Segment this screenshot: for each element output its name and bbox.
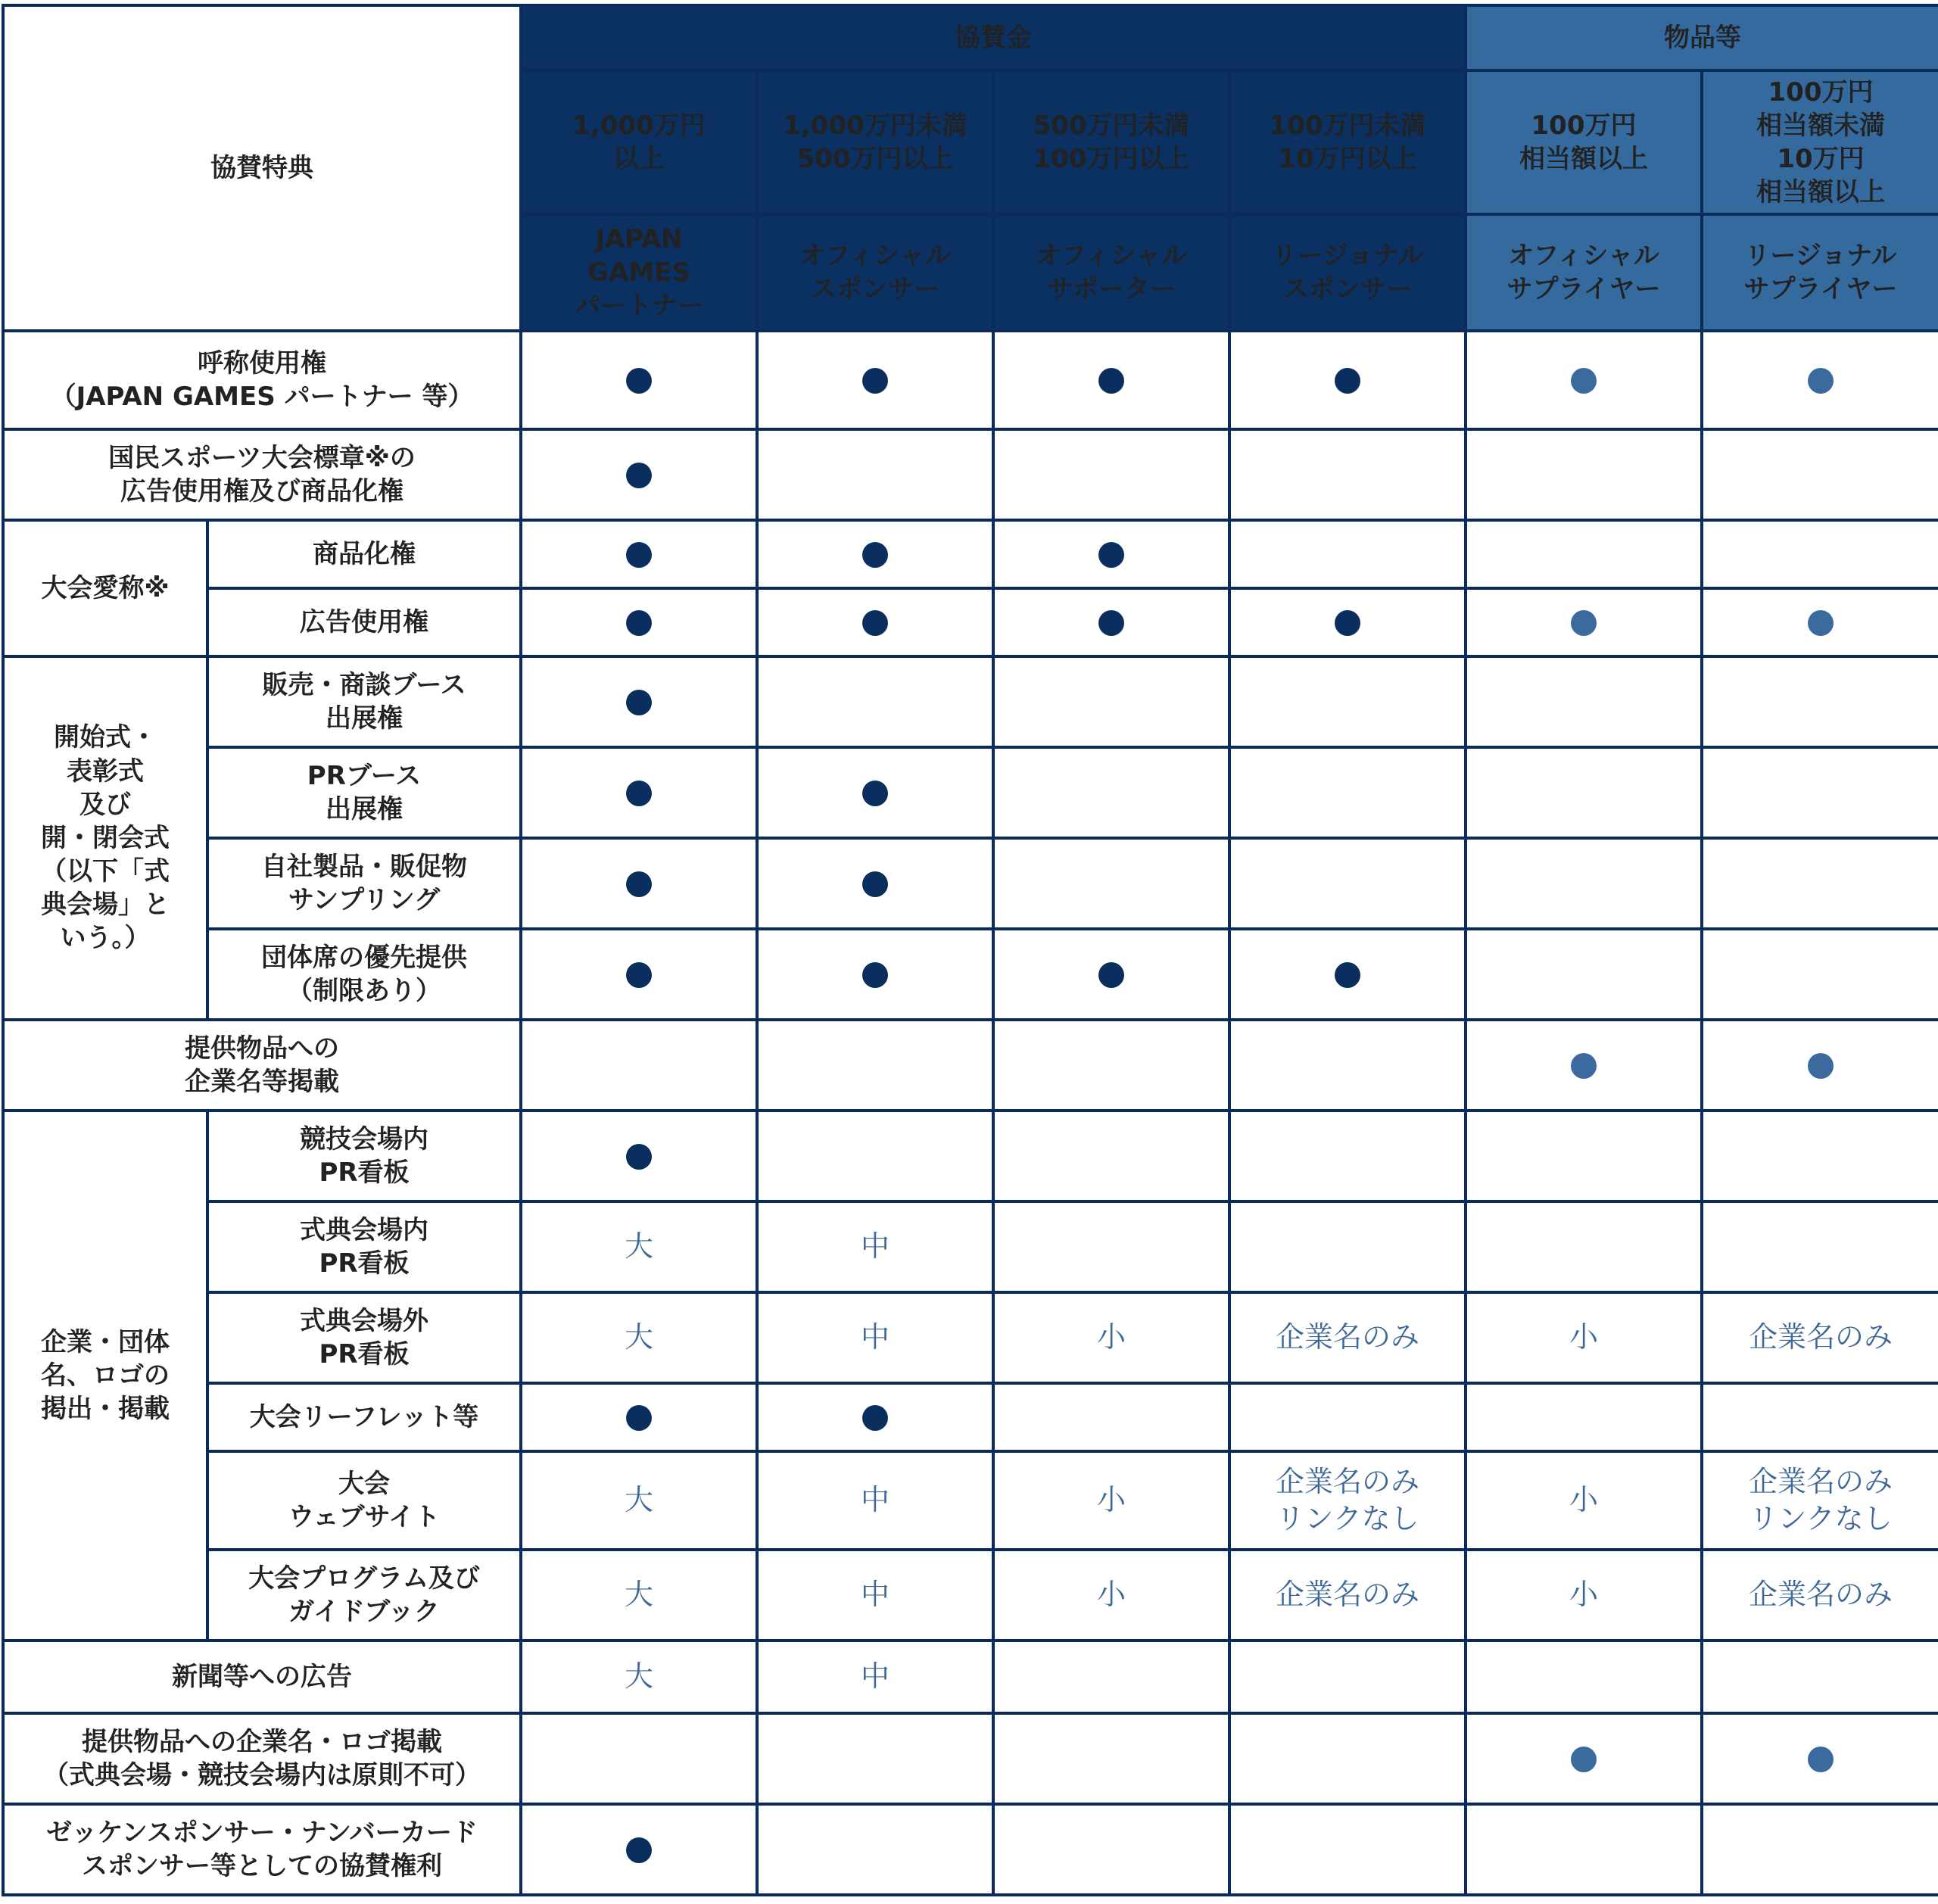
benefit-cell (757, 1550, 993, 1641)
benefit-cell (521, 1641, 757, 1713)
benefit-cell (1229, 1292, 1466, 1383)
benefit-label: 呼称使用権 （JAPAN GAMES パートナー 等） (3, 331, 521, 429)
benefit-cell (1702, 1201, 1938, 1292)
benefit-cell (757, 1641, 993, 1713)
benefit-cell (521, 747, 757, 838)
benefit-cell (757, 838, 993, 929)
included-dot-icon (1098, 610, 1124, 636)
group-label: 企業・団体 名、ロゴの 掲出・掲載 (3, 1111, 207, 1641)
benefit-cell (757, 520, 993, 588)
amount-header: 500万円未満 100万円以上 (993, 70, 1229, 214)
benefit-cell (1466, 747, 1702, 838)
included-dot-icon (1098, 962, 1124, 988)
benefit-cell (1229, 1713, 1466, 1804)
benefit-level-text: 中 (860, 1483, 890, 1517)
table-row (3, 588, 1938, 656)
benefit-cell (521, 1804, 757, 1895)
benefit-level-text: 大 (624, 1229, 653, 1264)
included-dot-icon (626, 781, 652, 806)
included-dot-icon (1808, 368, 1834, 394)
group-header: 協賛金 (521, 5, 1466, 70)
benefit-cell (1466, 1451, 1702, 1550)
table-row (3, 656, 1938, 747)
table-row (3, 1020, 1938, 1111)
benefit-cell (1229, 331, 1466, 429)
benefit-label: PRブース 出展権 (207, 747, 521, 838)
benefit-cell (1229, 1804, 1466, 1895)
tier-header: JAPAN GAMES パートナー (521, 214, 757, 331)
benefit-cell (757, 588, 993, 656)
benefit-cell (993, 1550, 1229, 1641)
benefit-cell (521, 1451, 757, 1550)
benefit-level-text: 小 (1569, 1320, 1598, 1354)
table-row (3, 1292, 1938, 1383)
table-row (3, 1641, 1938, 1713)
included-dot-icon (1098, 542, 1124, 568)
benefit-cell (993, 1804, 1229, 1895)
benefit-cell (1702, 929, 1938, 1020)
benefit-cell (993, 1713, 1229, 1804)
benefit-cell (757, 1713, 993, 1804)
benefit-cell (993, 331, 1229, 429)
sponsorship-benefits-table (2, 4, 1938, 1896)
benefit-cell (1466, 1020, 1702, 1111)
benefit-cell (757, 656, 993, 747)
benefit-level-text: 大 (624, 1483, 653, 1517)
group-label: 開始式・ 表彰式 及び 開・閉会式 （以下「式 典会場」と いう。） (3, 656, 207, 1020)
benefit-cell (521, 656, 757, 747)
benefit-cell (1466, 1641, 1702, 1713)
amount-header: 100万円 相当額以上 (1466, 70, 1702, 214)
benefit-cell (1702, 429, 1938, 520)
included-dot-icon (1571, 1747, 1597, 1772)
benefit-cell (1466, 1804, 1702, 1895)
table-row (3, 1451, 1938, 1550)
benefit-cell (1702, 1804, 1938, 1895)
benefit-cell (1702, 1550, 1938, 1641)
table-row (3, 520, 1938, 588)
amount-header: 1,000万円未満 500万円以上 (757, 70, 993, 214)
benefit-cell (1702, 520, 1938, 588)
table-row (3, 1383, 1938, 1451)
benefit-level-text: 中 (860, 1578, 890, 1612)
benefit-level-text: 小 (1569, 1483, 1598, 1517)
benefit-cell (757, 1804, 993, 1895)
benefit-cell (1466, 656, 1702, 747)
included-dot-icon (626, 542, 652, 568)
benefit-cell (1229, 588, 1466, 656)
benefit-cell (521, 929, 757, 1020)
included-dot-icon (626, 871, 652, 897)
included-dot-icon (862, 542, 888, 568)
included-dot-icon (862, 781, 888, 806)
benefit-cell (1702, 1292, 1938, 1383)
benefit-cell (1229, 1550, 1466, 1641)
group-header: 物品等 (1466, 5, 1938, 70)
benefit-cell (757, 1383, 993, 1451)
benefit-level-text: 大 (624, 1659, 653, 1694)
benefit-cell (1702, 588, 1938, 656)
benefit-label: 大会リーフレット等 (207, 1383, 521, 1451)
benefit-cell (993, 747, 1229, 838)
benefit-cell (993, 1383, 1229, 1451)
table-row (3, 331, 1938, 429)
benefit-label: 広告使用権 (207, 588, 521, 656)
benefit-label: 式典会場内 PR看板 (207, 1201, 521, 1292)
included-dot-icon (862, 1405, 888, 1431)
benefit-cell (1466, 1713, 1702, 1804)
included-dot-icon (1808, 1747, 1834, 1772)
benefit-cell (521, 1020, 757, 1111)
header-row-groups (3, 5, 1938, 70)
table-title: 協賛特典 (3, 5, 521, 331)
included-dot-icon (862, 368, 888, 394)
benefit-cell (993, 1641, 1229, 1713)
benefit-level-text: 大 (624, 1320, 653, 1354)
benefit-cell (993, 929, 1229, 1020)
benefit-level-text: 企業名のみ (1748, 1320, 1893, 1354)
included-dot-icon (1808, 1053, 1834, 1079)
included-dot-icon (1571, 368, 1597, 394)
benefit-level-text: 企業名のみ リンクなし (1275, 1464, 1419, 1535)
benefit-cell (521, 331, 757, 429)
benefit-label: 提供物品への 企業名等掲載 (3, 1020, 521, 1111)
table-row (3, 1804, 1938, 1895)
benefit-cell (1466, 429, 1702, 520)
benefit-cell (521, 1292, 757, 1383)
benefit-cell (1702, 1641, 1938, 1713)
benefit-cell (1466, 838, 1702, 929)
benefit-level-text: 企業名のみ (1748, 1578, 1893, 1612)
benefit-cell (757, 331, 993, 429)
benefit-cell (993, 520, 1229, 588)
benefit-cell (757, 1020, 993, 1111)
tier-header: オフィシャル サポーター (993, 214, 1229, 331)
benefit-label: 団体席の優先提供 （制限あり） (207, 929, 521, 1020)
benefit-cell (521, 1713, 757, 1804)
included-dot-icon (626, 368, 652, 394)
benefit-cell (757, 1292, 993, 1383)
benefit-cell (1466, 1383, 1702, 1451)
benefit-cell (1229, 1201, 1466, 1292)
benefit-level-text: 小 (1096, 1320, 1126, 1354)
benefit-cell (1466, 588, 1702, 656)
benefit-cell (1702, 331, 1938, 429)
benefit-cell (521, 429, 757, 520)
benefit-cell (521, 1111, 757, 1201)
amount-header: 100万円 相当額未満 10万円 相当額以上 (1702, 70, 1938, 214)
benefit-cell (1466, 1550, 1702, 1641)
benefit-cell (1229, 929, 1466, 1020)
benefit-cell (1702, 656, 1938, 747)
benefit-cell (521, 838, 757, 929)
benefit-cell (1702, 1383, 1938, 1451)
included-dot-icon (626, 1405, 652, 1431)
included-dot-icon (1335, 610, 1360, 636)
included-dot-icon (862, 610, 888, 636)
benefit-label: 大会 ウェブサイト (207, 1451, 521, 1550)
benefit-cell (521, 1550, 757, 1641)
tier-header: リージョナル サプライヤー (1702, 214, 1938, 331)
included-dot-icon (626, 1144, 652, 1170)
benefit-label: ゼッケンスポンサー・ナンバーカード スポンサー等としての協賛権利 (3, 1804, 521, 1895)
benefit-level-text: 中 (860, 1229, 890, 1264)
benefit-label: 商品化権 (207, 520, 521, 588)
included-dot-icon (862, 871, 888, 897)
table-row (3, 1550, 1938, 1641)
benefit-cell (1466, 520, 1702, 588)
benefit-label: 大会プログラム及び ガイドブック (207, 1550, 521, 1641)
benefit-cell (993, 656, 1229, 747)
benefit-cell (521, 1201, 757, 1292)
benefit-cell (993, 838, 1229, 929)
table-row (3, 747, 1938, 838)
included-dot-icon (626, 463, 652, 488)
benefit-cell (757, 1201, 993, 1292)
included-dot-icon (626, 962, 652, 988)
benefit-level-text: 小 (1096, 1578, 1126, 1612)
benefit-label: 国民スポーツ大会標章※の 広告使用権及び商品化権 (3, 429, 521, 520)
benefit-cell (1702, 1020, 1938, 1111)
tier-header: オフィシャル スポンサー (757, 214, 993, 331)
benefit-cell (1229, 520, 1466, 588)
benefit-level-text: 中 (860, 1320, 890, 1354)
benefit-cell (757, 429, 993, 520)
benefit-level-text: 企業名のみ (1275, 1578, 1419, 1612)
benefit-label: 競技会場内 PR看板 (207, 1111, 521, 1201)
benefit-cell (521, 520, 757, 588)
benefit-cell (1466, 1201, 1702, 1292)
benefit-label: 販売・商談ブース 出展権 (207, 656, 521, 747)
benefit-cell (1466, 1111, 1702, 1201)
benefit-cell (1466, 331, 1702, 429)
table-row (3, 838, 1938, 929)
group-label: 大会愛称※ (3, 520, 207, 656)
included-dot-icon (626, 690, 652, 715)
table-row (3, 1713, 1938, 1804)
benefit-cell (521, 588, 757, 656)
benefit-cell (757, 1451, 993, 1550)
included-dot-icon (1571, 610, 1597, 636)
tier-header: リージョナル スポンサー (1229, 214, 1466, 331)
benefit-label: 提供物品への企業名・ロゴ掲載 （式典会場・競技会場内は原則不可） (3, 1713, 521, 1804)
amount-header: 1,000万円 以上 (521, 70, 757, 214)
included-dot-icon (1335, 368, 1360, 394)
benefit-cell (1466, 929, 1702, 1020)
benefit-cell (1229, 1641, 1466, 1713)
benefit-label: 式典会場外 PR看板 (207, 1292, 521, 1383)
benefit-cell (1702, 1713, 1938, 1804)
benefit-cell (1229, 429, 1466, 520)
benefit-cell (1229, 1111, 1466, 1201)
included-dot-icon (1335, 962, 1360, 988)
benefit-label: 自社製品・販促物 サンプリング (207, 838, 521, 929)
included-dot-icon (626, 610, 652, 636)
benefit-cell (993, 1451, 1229, 1550)
benefit-cell (1229, 838, 1466, 929)
benefit-cell (1702, 747, 1938, 838)
benefit-cell (1702, 838, 1938, 929)
included-dot-icon (1808, 610, 1834, 636)
table-row (3, 429, 1938, 520)
benefit-cell (1229, 1020, 1466, 1111)
benefit-level-text: 企業名のみ (1275, 1320, 1419, 1354)
table-row (3, 929, 1938, 1020)
benefit-cell (1229, 1451, 1466, 1550)
table-row (3, 1201, 1938, 1292)
benefit-cell (757, 1111, 993, 1201)
amount-header: 100万円未満 10万円以上 (1229, 70, 1466, 214)
included-dot-icon (1098, 368, 1124, 394)
benefit-cell (1702, 1111, 1938, 1201)
benefit-cell (1229, 747, 1466, 838)
benefit-level-text: 小 (1096, 1483, 1126, 1517)
benefit-level-text: 企業名のみ リンクなし (1748, 1464, 1893, 1535)
table-row (3, 1111, 1938, 1201)
benefit-cell (521, 1383, 757, 1451)
benefit-cell (993, 588, 1229, 656)
benefit-level-text: 小 (1569, 1578, 1598, 1612)
benefit-cell (1229, 656, 1466, 747)
included-dot-icon (862, 962, 888, 988)
benefit-cell (757, 747, 993, 838)
benefit-cell (993, 1292, 1229, 1383)
included-dot-icon (1571, 1053, 1597, 1079)
benefit-cell (1702, 1451, 1938, 1550)
benefit-label: 新聞等への広告 (3, 1641, 521, 1713)
benefit-cell (993, 1201, 1229, 1292)
tier-header: オフィシャル サプライヤー (1466, 214, 1702, 331)
benefit-level-text: 大 (624, 1578, 653, 1612)
benefit-cell (993, 429, 1229, 520)
benefit-cell (757, 929, 993, 1020)
benefit-cell (993, 1111, 1229, 1201)
included-dot-icon (626, 1837, 652, 1863)
benefit-cell (1229, 1383, 1466, 1451)
benefit-cell (993, 1020, 1229, 1111)
benefit-cell (1466, 1292, 1702, 1383)
benefit-level-text: 中 (860, 1659, 890, 1694)
